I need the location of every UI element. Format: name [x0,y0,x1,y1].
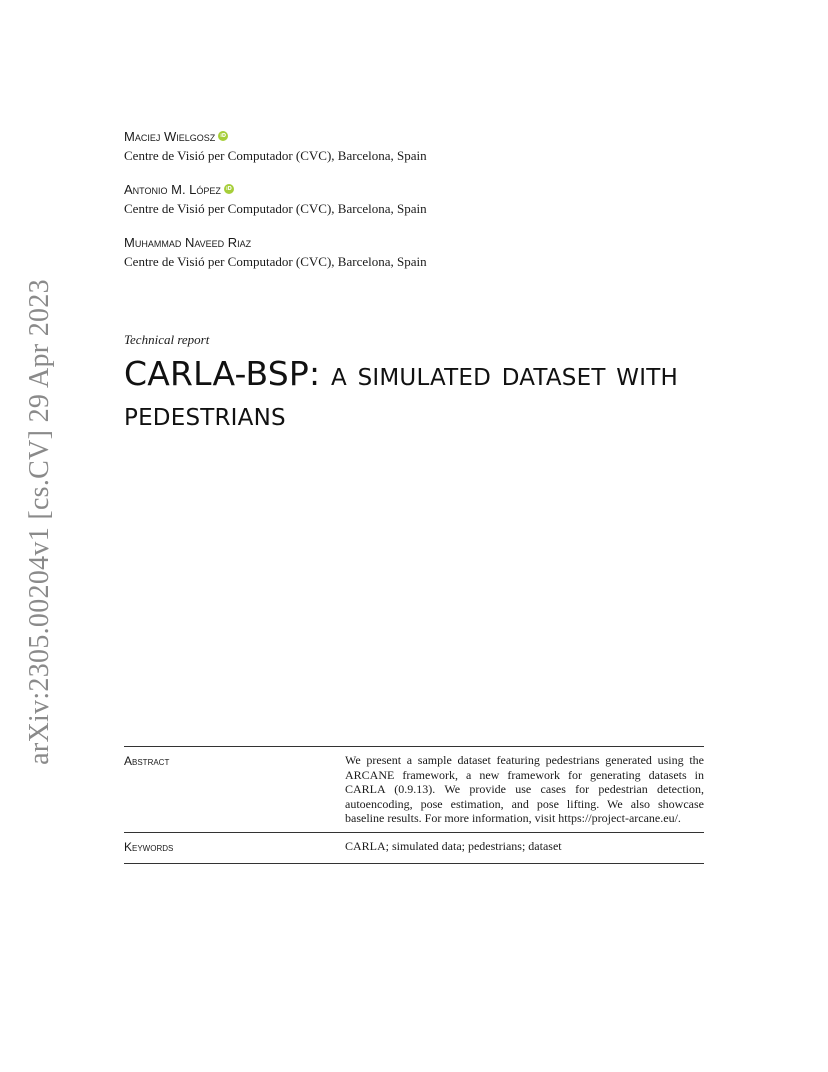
orcid-icon[interactable] [218,131,228,141]
report-type-label: Technical report [124,332,210,347]
author-name: Maciej Wielgosz [124,129,216,144]
abstract-text: We present a sample dataset featuring pedestrians generated using the ARCANE framework, a new framework for generating datasets in CARLA (0.9.13). We provide use cases for pedestrian detection, autoencoding, pose estimation, and pose lifting. We also showcase baseline results. For more information, visit https://project-arcane.eu/. [345,753,704,826]
paper-title-rest: a simulated dataset with pedestrians [124,354,678,433]
author-name-line [124,128,724,146]
paper-title-main: CARLA-BSP: [124,354,321,393]
author-affiliation: Centre de Visió per Computador (CVC), Barcelona, Spain [124,201,427,216]
paper-title [124,354,724,434]
abstract-row [124,747,704,833]
author-name: Antonio M. López [124,182,221,197]
author-name-line [124,181,724,199]
arxiv-identifier-stamp: arXiv:2305.00204v1 [cs.CV] 29 Apr 2023 [24,279,55,765]
author-entry [124,128,724,166]
author-entry [124,181,724,219]
author-name-line [124,234,724,252]
orcid-icon[interactable] [224,184,234,194]
author-entry [124,234,724,272]
abstract-keywords-table [124,746,704,864]
author-affiliation: Centre de Visió per Computador (CVC), Barcelona, Spain [124,254,427,269]
author-name: Muhammad Naveed Riaz [124,235,252,250]
abstract-label: Abstract [124,754,170,768]
keywords-label: Keywords [124,839,174,854]
author-affiliation: Centre de Visió per Computador (CVC), Barcelona, Spain [124,148,427,163]
keywords-text: CARLA; simulated data; pedestrians; dataset [345,838,562,853]
keywords-row [124,833,704,864]
author-list [124,128,724,287]
